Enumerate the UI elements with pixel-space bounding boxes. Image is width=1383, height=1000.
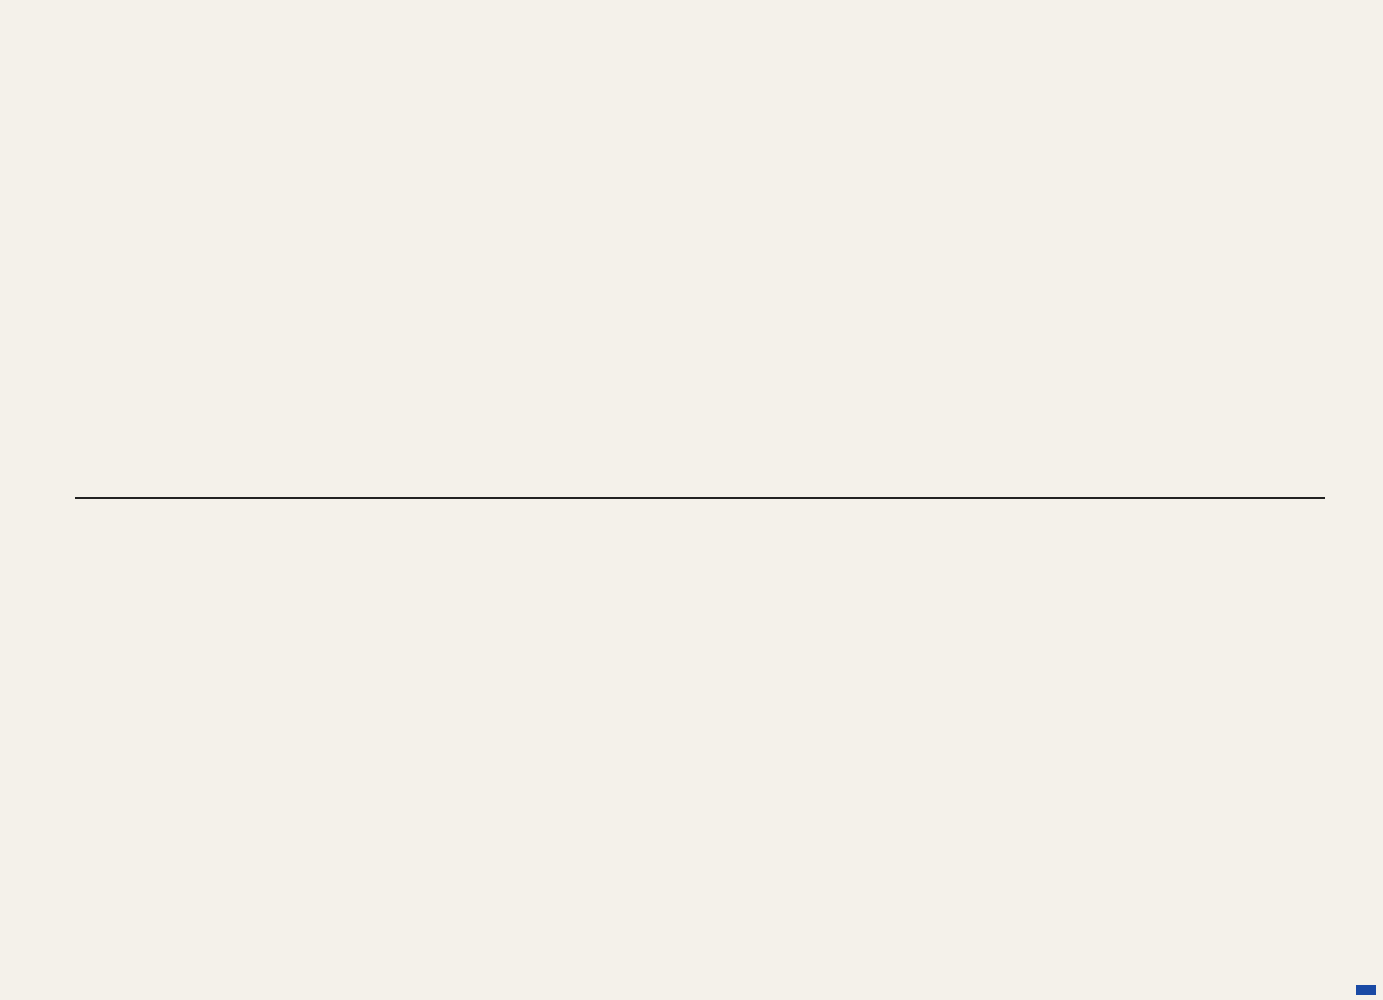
dfg-logo	[1356, 985, 1376, 995]
digitization-note	[1348, 100, 1366, 540]
page-header	[1319, 40, 1345, 970]
right-column	[68, 515, 1318, 965]
left-column	[68, 75, 1318, 490]
column-divider	[75, 497, 1325, 499]
